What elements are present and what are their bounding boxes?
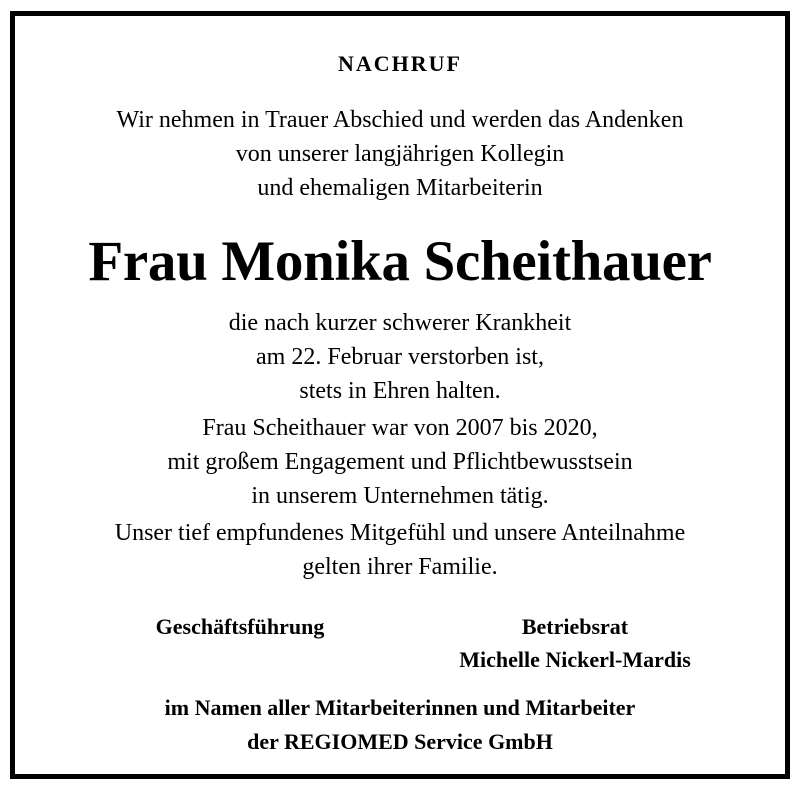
death-line: die nach kurzer schwerer Krankheit <box>228 310 572 336</box>
signature-line: Betriebsrat <box>521 614 629 639</box>
footer-line: im Namen aller Mitarbeiterinnen und Mitarbeiter <box>164 695 636 720</box>
signature-line: Geschäftsführung <box>155 614 325 639</box>
death-line: am 22. Februar verstorben ist, <box>256 344 544 370</box>
employment-line: mit großem Engagement und Pflichtbewusstsein <box>167 449 633 475</box>
condolence-paragraph <box>15 516 785 584</box>
signature-management <box>120 610 360 643</box>
notice-title: NACHRUF <box>338 51 462 76</box>
employment-line: Frau Scheithauer war von 2007 bis 2020, <box>202 415 598 441</box>
intro-paragraph <box>15 103 785 205</box>
employment-line: in unserem Unternehmen tätig. <box>251 483 549 509</box>
intro-line: Wir nehmen in Trauer Abschied und werden das Andenken <box>116 107 684 133</box>
intro-line: und ehemaligen Mitarbeiterin <box>257 175 543 201</box>
footer-signature <box>15 691 785 759</box>
signature-line: Michelle Nickerl-Mardis <box>459 647 691 672</box>
condolence-line: gelten ihrer Familie. <box>302 554 498 580</box>
condolence-line: Unser tief empfundenes Mitgefühl und unsere Anteilnahme <box>114 520 686 546</box>
deceased-name: Frau Monika Scheithauer <box>88 230 712 293</box>
death-paragraph <box>15 306 785 408</box>
death-line: stets in Ehren halten. <box>299 378 501 404</box>
footer-line: der REGIOMED Service GmbH <box>247 729 553 754</box>
signature-works-council <box>415 610 735 676</box>
obituary-frame <box>10 11 790 779</box>
intro-line: von unserer langjährigen Kollegin <box>235 141 565 167</box>
employment-paragraph <box>15 411 785 513</box>
